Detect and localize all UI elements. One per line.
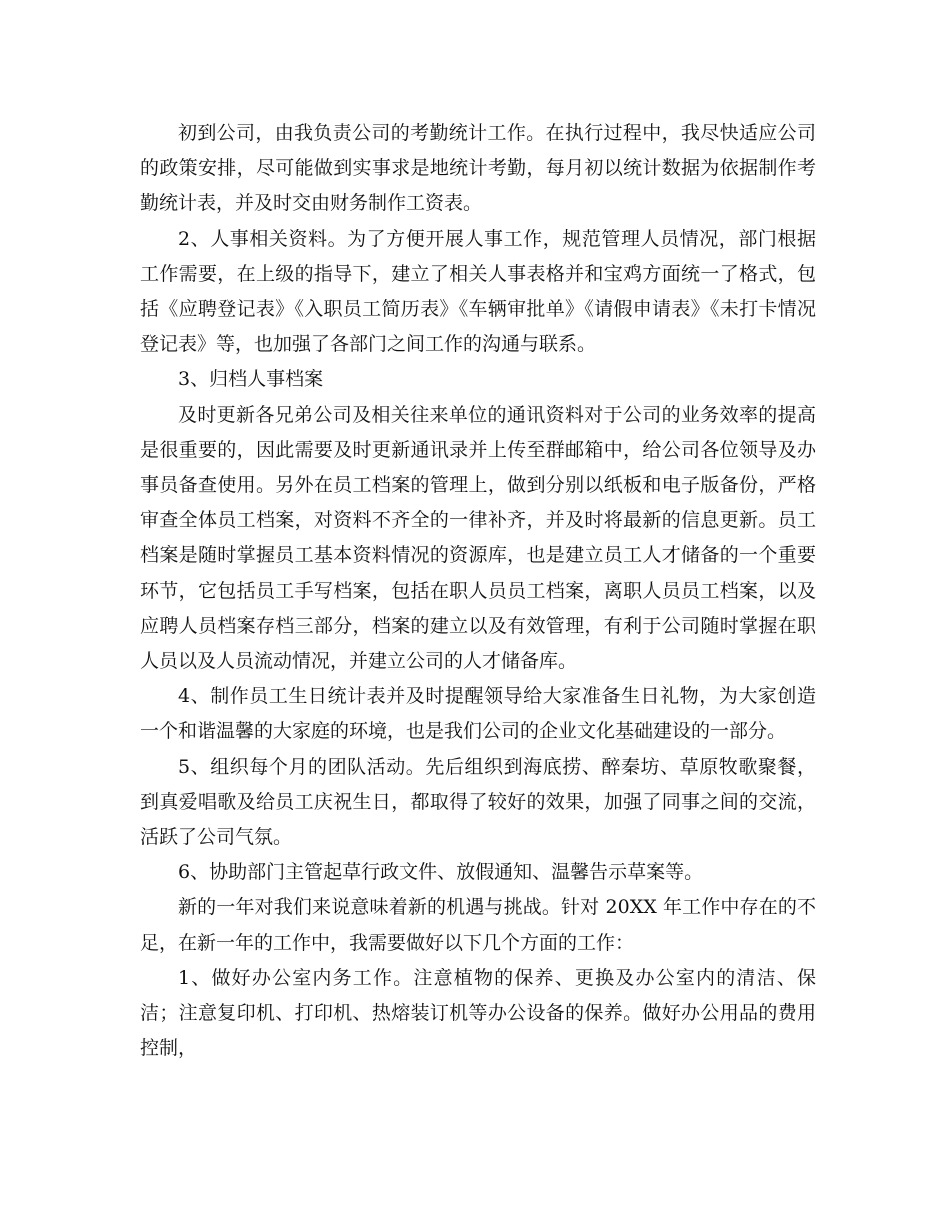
document-body bbox=[140, 116, 816, 1066]
paragraph-birthday: 4、制作员工生日统计表并及时提醒领导给大家准备生日礼物，为大家创造一个和谐温馨的大家庭的环境，也是我们公司的企业文化基础建设的一部分。 bbox=[140, 685, 816, 743]
paragraph-archive-details: 及时更新各兄弟公司及相关往来单位的通讯资料对于公司的业务效率的提高是很重要的，因此需要及时更新通讯录并上传至群邮箱中，给公司各位领导及办事员备查使用。另外在员工档案的管理上，做到分别以纸板和电子版备份，严格审查全体员工档案，对资料不齐全的一律补齐，并及时将最新的信息更新。员工档案是随时掌握员工基本资料情况的资源库，也是建立员工人才储备的一个重要环节，它包括员工手写档案，包括在职人员员工档案，离职人员员工档案，以及应聘人员档案存档三部分，档案的建立以及有效管理，有利于公司随时掌握在职人员以及人员流动情况，并建立公司的人才储备库。 bbox=[140, 403, 816, 673]
paragraph-new-year: 新的一年对我们来说意味着新的机遇与挑战。针对 20XX 年工作中存在的不足，在新一年的工作中，我需要做好以下几个方面的工作： bbox=[140, 896, 816, 954]
paragraph-office-work: 1、做好办公室内务工作。注意植物的保养、更换及办公室内的清洁、保洁；注意复印机、打印机、热熔装订机等办公设备的保养。做好办公用品的费用控制， bbox=[140, 966, 816, 1060]
paragraph-hr-materials: 2、人事相关资料。为了方便开展人事工作，规范管理人员情况，部门根据工作需要，在上级的指导下，建立了相关人事表格并和宝鸡方面统一了格式，包括《应聘登记表》《入职员工简历表》《车辆审批单》《请假申请表》《未打卡情况登记表》等，也加强了各部门之间工作的沟通与联系。 bbox=[140, 227, 816, 356]
paragraph-archive-heading: 3、归档人事档案 bbox=[178, 368, 324, 391]
paragraph-attendance: 初到公司，由我负责公司的考勤统计工作。在执行过程中，我尽快适应公司的政策安排，尽可能做到实事求是地统计考勤，每月初以统计数据为依据制作考勤统计表，并及时交由财务制作工资表。 bbox=[140, 122, 816, 215]
paragraph-drafting: 6、协助部门主管起草行政文件、放假通知、温馨告示草案等。 bbox=[178, 861, 704, 884]
paragraph-team-activity: 5、组织每个月的团队活动。先后组织到海底捞、醉秦坊、草原牧歌聚餐，到真爱唱歌及给员工庆祝生日，都取得了较好的效果，加强了同事之间的交流，活跃了公司气氛。 bbox=[140, 755, 816, 849]
